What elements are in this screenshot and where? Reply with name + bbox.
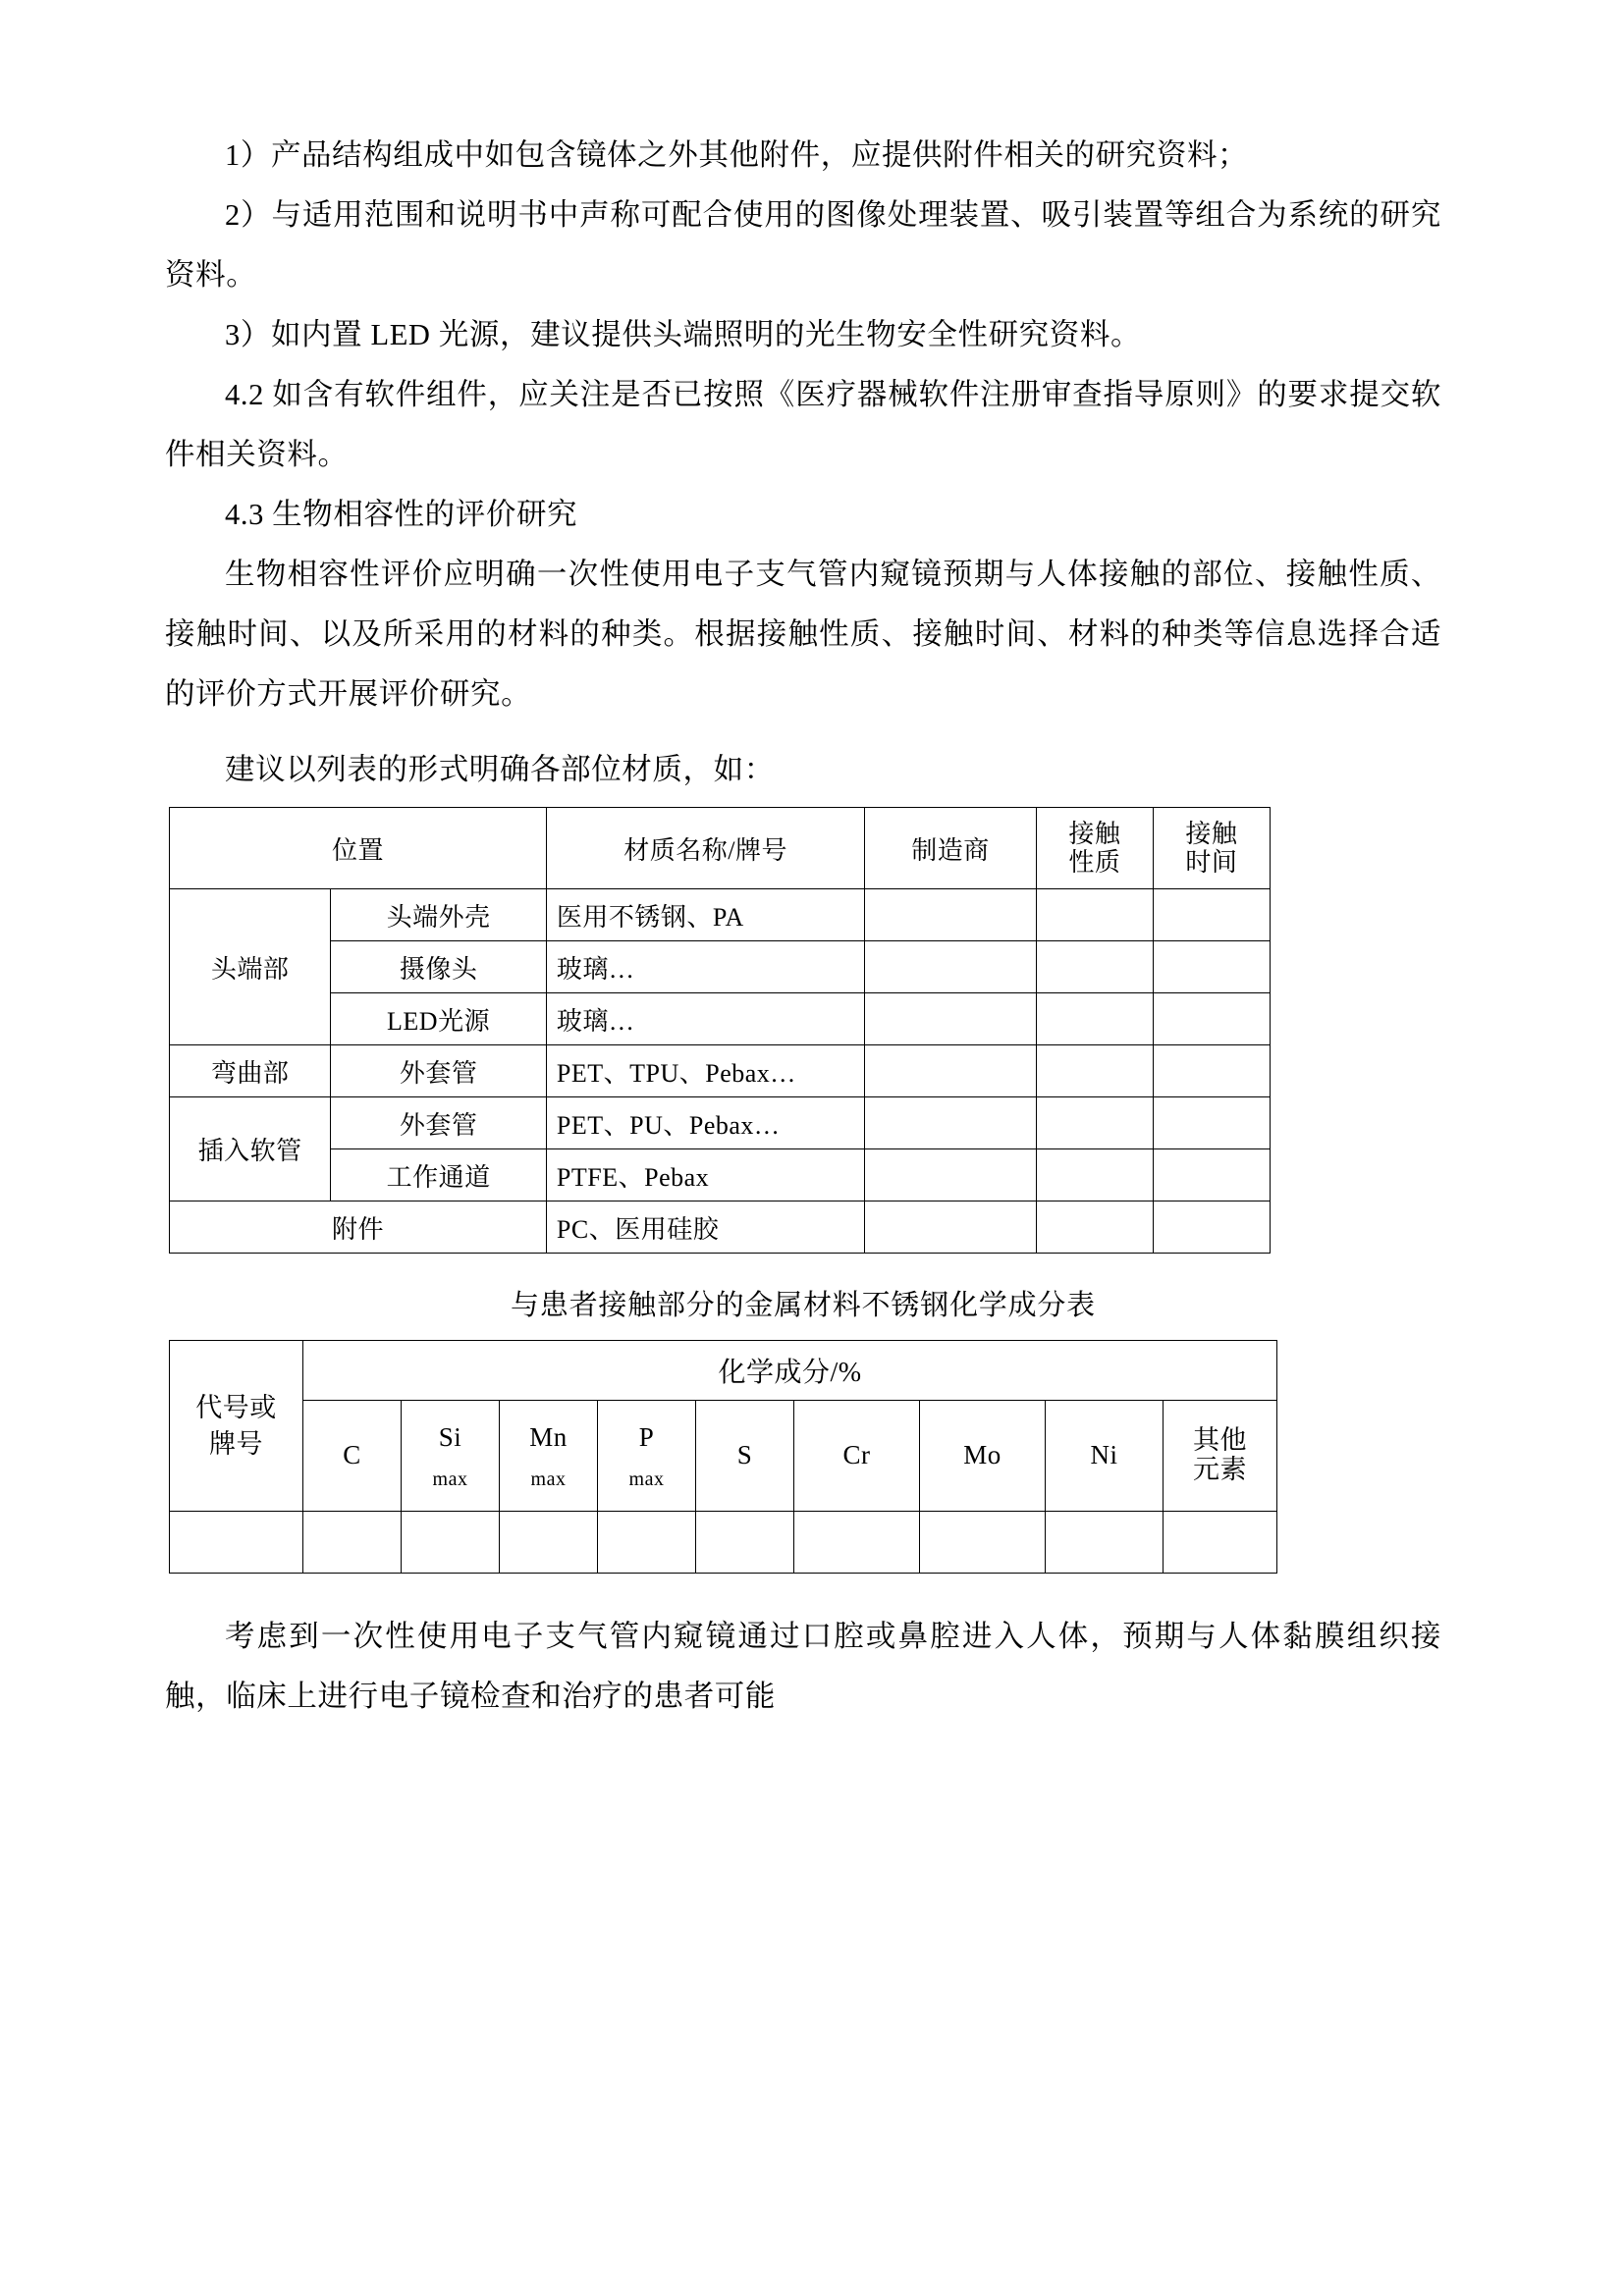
manufacturer-value <box>865 993 1037 1045</box>
cell-c-value <box>303 1512 402 1574</box>
manufacturer-value <box>865 889 1037 941</box>
steel-table-group-header-row <box>170 1341 1277 1401</box>
paragraph-section-4-2: 4.2 如含有软件组件，应关注是否已按照《医疗器械软件注册审查指导原则》的要求提交软件相关资料。 <box>165 378 1441 471</box>
cell-p-value <box>598 1512 696 1574</box>
header-element-mo <box>920 1401 1046 1512</box>
contact-nature-value <box>1036 1149 1153 1201</box>
cell-si-value <box>402 1512 500 1574</box>
header-code-line2: 牌号 <box>209 1428 263 1459</box>
element-symbol: Mo <box>963 1440 1001 1470</box>
cell-mn-value <box>500 1512 598 1574</box>
cell-code-value <box>170 1512 303 1574</box>
table-row <box>170 993 1271 1045</box>
steel-table-symbol-header-row <box>170 1401 1277 1512</box>
part-label: 外套管 <box>331 1097 547 1149</box>
other-elements-line2: 元素 <box>1193 1455 1248 1484</box>
material-value: PTFE、Pebax <box>546 1149 864 1201</box>
table-row <box>170 1512 1277 1574</box>
manufacturer-value <box>865 941 1037 993</box>
spacer <box>165 1574 1441 1607</box>
header-code-or-grade <box>170 1341 303 1512</box>
element-max-label: max <box>432 1468 468 1490</box>
contact-time-value <box>1153 1097 1270 1149</box>
element-symbol: Cr <box>842 1440 871 1470</box>
contact-nature-value <box>1036 941 1153 993</box>
heading-section-4-3: 4.3 生物相容性的评价研究 <box>225 498 578 531</box>
header-contact-nature <box>1036 808 1153 889</box>
element-max-label: max <box>628 1468 665 1490</box>
material-value: PET、PU、Pebax… <box>546 1097 864 1149</box>
other-elements-line1: 其他 <box>1193 1425 1248 1456</box>
header-element-other <box>1164 1401 1277 1512</box>
material-value: 玻璃… <box>546 941 864 993</box>
contact-nature-value <box>1036 993 1153 1045</box>
element-max-label: max <box>530 1468 567 1490</box>
manufacturer-value <box>865 1149 1037 1201</box>
table-row <box>170 1097 1271 1149</box>
paragraph-item-1: 1）产品结构组成中如包含镜体之外其他附件，应提供附件相关的研究资料； <box>225 138 1249 172</box>
table-row <box>170 889 1271 941</box>
table-row <box>170 941 1271 993</box>
header-contact-time-line2: 时间 <box>1185 848 1238 877</box>
paragraph-item-3: 3）如内置 LED 光源，建议提供头端照明的光生物安全性研究资料。 <box>225 318 1142 351</box>
manufacturer-value <box>865 1097 1037 1149</box>
materials-table-header-row <box>170 808 1271 889</box>
header-contact-time <box>1153 808 1270 889</box>
part-label: 外套管 <box>331 1045 547 1097</box>
materials-table-caption: 建议以列表的形式明确各部位材质，如： <box>225 753 775 786</box>
header-element-p <box>598 1401 696 1512</box>
cell-other-value <box>1164 1512 1277 1574</box>
table-row <box>170 1149 1271 1201</box>
header-chemical-composition: 化学成分/% <box>303 1341 1277 1401</box>
element-symbol: Ni <box>1090 1440 1118 1470</box>
header-contact-nature-line2: 性质 <box>1068 848 1121 877</box>
material-value: 医用不锈钢、PA <box>546 889 864 941</box>
header-manufacturer: 制造商 <box>865 808 1037 889</box>
contact-nature-value <box>1036 1045 1153 1097</box>
table-row <box>170 1045 1271 1097</box>
contact-time-value <box>1153 993 1270 1045</box>
group-label-tip: 头端部 <box>170 889 331 1045</box>
element-symbol: C <box>343 1440 361 1470</box>
header-code-line1: 代号或 <box>195 1393 277 1423</box>
contact-time-value <box>1153 1045 1270 1097</box>
contact-nature-value <box>1036 1097 1153 1149</box>
steel-table-caption: 与患者接触部分的金属材料不锈钢化学成分表 <box>510 1290 1096 1321</box>
contact-time-value <box>1153 1149 1270 1201</box>
contact-time-value <box>1153 1201 1270 1254</box>
page-content <box>165 126 1441 1727</box>
header-contact-nature-line1: 接触 <box>1068 819 1121 848</box>
paragraph-biocompatibility: 生物相容性评价应明确一次性使用电子支气管内窥镜预期与人体接触的部位、接触性质、接触时间、以及所采用的材料的种类。根据接触性质、接触时间、材料的种类等信息选择合适的评价方式开展评价研究。 <box>165 558 1441 711</box>
table-row <box>170 1201 1271 1254</box>
header-position: 位置 <box>170 808 547 889</box>
header-element-cr <box>794 1401 920 1512</box>
group-label-accessory: 附件 <box>170 1201 547 1254</box>
material-value: PC、医用硅胶 <box>546 1201 864 1254</box>
header-element-s <box>696 1401 794 1512</box>
cell-mo-value <box>920 1512 1046 1574</box>
element-symbol: Si <box>438 1422 462 1453</box>
paragraph-bottom: 考虑到一次性使用电子支气管内窥镜通过口腔或鼻腔进入人体，预期与人体黏膜组织接触，临床上进行电子镜检查和治疗的患者可能 <box>165 1620 1441 1713</box>
manufacturer-value <box>865 1045 1037 1097</box>
manufacturer-value <box>865 1201 1037 1254</box>
element-symbol: S <box>736 1440 753 1470</box>
part-label: 摄像头 <box>331 941 547 993</box>
group-label-insertion-tube: 插入软管 <box>170 1097 331 1201</box>
material-value: 玻璃… <box>546 993 864 1045</box>
contact-time-value <box>1153 889 1270 941</box>
contact-nature-value <box>1036 889 1153 941</box>
element-symbol: P <box>638 1422 655 1453</box>
paragraph-item-2: 2）与适用范围和说明书中声称可配合使用的图像处理装置、吸引装置等组合为系统的研究资料。 <box>165 198 1441 292</box>
part-label: LED光源 <box>331 993 547 1045</box>
contact-time-value <box>1153 941 1270 993</box>
materials-table <box>169 807 1271 1254</box>
contact-nature-value <box>1036 1201 1153 1254</box>
steel-composition-table <box>169 1340 1277 1574</box>
cell-cr-value <box>794 1512 920 1574</box>
element-symbol: Mn <box>529 1422 568 1453</box>
cell-s-value <box>696 1512 794 1574</box>
header-material-name: 材质名称/牌号 <box>546 808 864 889</box>
group-label-bending: 弯曲部 <box>170 1045 331 1097</box>
material-value: PET、TPU、Pebax… <box>546 1045 864 1097</box>
part-label: 头端外壳 <box>331 889 547 941</box>
header-element-c <box>303 1401 402 1512</box>
header-element-si <box>402 1401 500 1512</box>
header-element-mn <box>500 1401 598 1512</box>
header-contact-time-line1: 接触 <box>1185 819 1238 848</box>
cell-ni-value <box>1046 1512 1164 1574</box>
header-element-ni <box>1046 1401 1164 1512</box>
part-label: 工作通道 <box>331 1149 547 1201</box>
